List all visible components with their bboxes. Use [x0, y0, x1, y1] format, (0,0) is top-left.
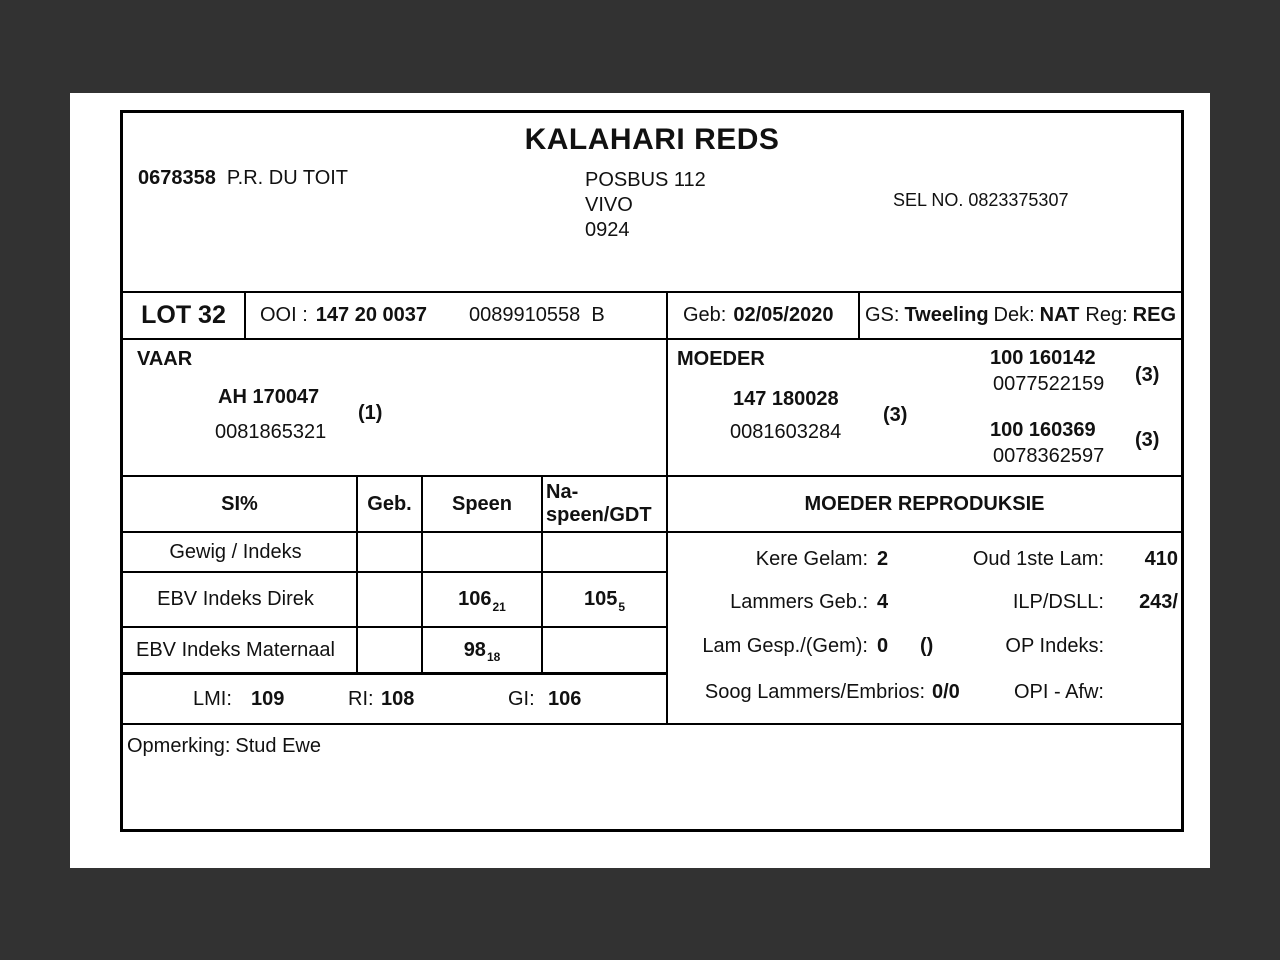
dam-count: (3) — [883, 404, 908, 426]
oud-1ste-lam-label: Oud 1ste Lam: — [972, 548, 1104, 570]
reproduksie-heading: MOEDER REPRODUKSIE — [668, 477, 1181, 533]
ooi-number: 147 20 0037 — [315, 304, 428, 326]
lammers-geb-value: 4 — [877, 591, 889, 613]
cell-maternaal-geb — [358, 628, 423, 675]
moeder-reproduksie-section — [666, 477, 1181, 723]
oud-1ste-lam-value: 410 — [1144, 548, 1178, 570]
soog-lammers-value: 0/0 — [932, 681, 960, 703]
birth-status-cell — [858, 293, 1181, 338]
dam-reg-number: 0081603284 — [730, 421, 842, 443]
soog-lammers-label: Soog Lammers/Embrios: — [704, 681, 925, 703]
cell-gewig-speen — [423, 533, 543, 573]
cell-direk-speen — [423, 573, 543, 628]
vaar-heading: VAAR — [137, 348, 193, 370]
ooi-reg-number: 0089910558 B — [469, 304, 605, 326]
reproduksie-row — [668, 591, 1181, 617]
accuracy: 18 — [486, 650, 501, 664]
row-label-direk: EBV Indeks Direk — [123, 573, 358, 628]
address-line-3: 0924 — [585, 219, 630, 241]
stud-title: KALAHARI REDS — [524, 123, 780, 156]
opi-afw-label: OPI - Afw: — [1013, 681, 1104, 703]
cell-direk-geb — [358, 573, 423, 628]
moeder-heading: MOEDER — [677, 348, 765, 370]
col-header-si: SI% — [123, 477, 358, 533]
lmi-label: LMI: — [193, 688, 232, 710]
pedigree-section — [123, 340, 1181, 477]
reproduksie-row — [668, 681, 1181, 707]
granddam1-count: (3) — [1135, 364, 1160, 386]
reg-group — [1085, 304, 1176, 327]
address-line-1: POSBUS 112 — [585, 169, 706, 191]
granddam2-reg-number: 0078362597 — [993, 445, 1105, 467]
lammers-geb-label: Lammers Geb.: — [730, 591, 868, 613]
reg-label: Reg: — [1085, 304, 1128, 326]
gs-dek-group — [865, 304, 1079, 327]
cell-gewig-naspeen — [543, 533, 666, 573]
granddam2-number: 100 160369 — [990, 419, 1096, 441]
lam-gesp-label: Lam Gesp./(Gem): — [702, 635, 868, 657]
kere-gelam-label: Kere Gelam: — [755, 548, 868, 570]
accuracy: 5 — [618, 599, 626, 614]
gi-label: GI: — [508, 688, 535, 710]
value: 98 — [463, 638, 486, 661]
cell-maternaal-naspeen — [543, 628, 666, 675]
lam-gesp-gem: () — [920, 635, 934, 657]
lot-catalog-card — [120, 110, 1184, 832]
ooi-label: OOI : — [260, 304, 308, 326]
ebv-index-table — [123, 477, 666, 675]
op-indeks-label: OP Indeks: — [1005, 635, 1104, 657]
remarks-label: Opmerking: — [127, 735, 231, 757]
cell-number: SEL NO. 0823375307 — [893, 190, 1069, 210]
ilp-dsll-value: 243/ — [1139, 591, 1178, 613]
cell-maternaal-speen — [423, 628, 543, 675]
lot-number: LOT 32 — [123, 293, 246, 338]
lot-row — [123, 293, 1181, 340]
gs-value: Tweeling — [904, 304, 989, 326]
col-header-speen: Speen — [423, 477, 543, 533]
reg-value: REG — [1132, 304, 1176, 326]
value: 106 — [458, 588, 492, 610]
breeder-name: P.R. DU TOIT — [226, 167, 349, 189]
granddam1-reg-number: 0077522159 — [993, 373, 1105, 395]
sire-reg-number: 0081865321 — [215, 421, 327, 443]
row-label-gewig: Gewig / Indeks — [123, 533, 358, 573]
remarks-section — [123, 723, 1181, 829]
kere-gelam-value: 2 — [877, 548, 889, 570]
dam-panel — [666, 340, 1181, 475]
remarks-value: Stud Ewe — [235, 735, 321, 757]
sire-number: AH 170047 — [218, 386, 320, 408]
reproduksie-row — [668, 635, 1181, 661]
accuracy: 21 — [492, 599, 506, 614]
lam-gesp-value: 0 — [877, 635, 889, 657]
col-header-geb: Geb. — [358, 477, 423, 533]
breeder-line — [138, 167, 348, 190]
row-label-maternaal: EBV Indeks Maternaal — [123, 628, 358, 675]
dek-label: Dek: — [993, 304, 1035, 326]
value: 105 — [583, 588, 618, 610]
geb-date: 02/05/2020 — [733, 304, 834, 326]
postal-address — [585, 168, 706, 243]
ri-label: RI: — [348, 688, 374, 710]
document-sheet — [70, 93, 1210, 868]
ri-value: 108 — [381, 688, 415, 710]
ilp-dsll-label: ILP/DSLL: — [1012, 591, 1104, 613]
cell-gewig-geb — [358, 533, 423, 573]
dam-number: 147 180028 — [733, 388, 839, 410]
sire-panel — [123, 340, 666, 475]
breeder-number: 0678358 — [138, 167, 216, 189]
cell-direk-naspeen — [543, 573, 666, 628]
gi-value: 106 — [548, 688, 582, 710]
granddam1-number: 100 160142 — [990, 347, 1096, 369]
ewe-id-cell — [246, 293, 666, 338]
gs-label: GS: — [865, 304, 900, 326]
dek-value: NAT — [1039, 304, 1080, 326]
card-header — [123, 113, 1181, 293]
birthdate-cell — [666, 293, 858, 338]
address-line-2: VIVO — [585, 194, 633, 216]
sire-count: (1) — [358, 402, 383, 424]
geb-label: Geb: — [683, 304, 727, 326]
col-header-naspeen: Na-speen/GDT — [543, 477, 666, 533]
reproduksie-row — [668, 548, 1181, 574]
lmi-value: 109 — [251, 688, 285, 710]
granddam2-count: (3) — [1135, 429, 1160, 451]
index-summary-row — [123, 675, 666, 723]
